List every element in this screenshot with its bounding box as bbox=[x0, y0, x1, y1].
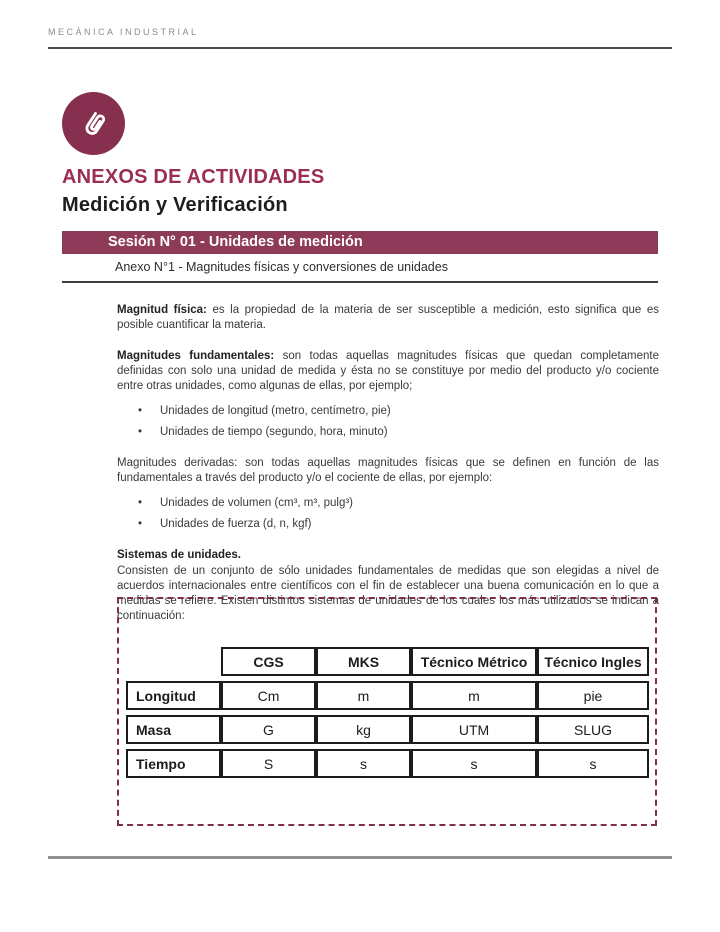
course-label: MECÁNICA INDUSTRIAL bbox=[48, 27, 199, 37]
bullet-icon: • bbox=[138, 426, 143, 438]
units-table bbox=[126, 642, 649, 783]
list-item: • Unidades de fuerza (d, n, kgf) bbox=[117, 514, 659, 535]
table-cell: UTM bbox=[411, 715, 537, 744]
table-cell: m bbox=[316, 681, 411, 710]
table-row bbox=[126, 681, 649, 710]
column-header: Técnico Ingles bbox=[537, 647, 649, 676]
list-item: • Unidades de longitud (metro, centímetro, pie) bbox=[117, 401, 659, 422]
row-label: Tiempo bbox=[126, 749, 221, 778]
table-header-row bbox=[126, 647, 649, 676]
column-header: MKS bbox=[316, 647, 411, 676]
paragraph-magnitudes-fundamentales: Magnitudes fundamentales: son todas aquellas magnitudes físicas que quedan completamente definidas con solo una unidad de medida y ésta no se constituye por medio del producto y/o cociente entre otras unidades, como algunas de ellas, por ejemplo; bbox=[117, 350, 660, 392]
row-label: Longitud bbox=[126, 681, 221, 710]
annex-heading: Anexo N°1 - Magnitudes físicas y conversiones de unidades bbox=[115, 260, 448, 274]
bullet-list-derivadas bbox=[117, 493, 659, 535]
table-cell: kg bbox=[316, 715, 411, 744]
session-banner: Sesión N° 01 - Unidades de medición bbox=[62, 231, 658, 254]
table-cell: m bbox=[411, 681, 537, 710]
list-item: • Unidades de tiempo (segundo, hora, minuto) bbox=[117, 422, 659, 443]
table-cell: G bbox=[221, 715, 316, 744]
paragraph-magnitudes-derivadas: Magnitudes derivadas: son todas aquellas magnitudes físicas que se definen en función de las fundamentales a través del producto y/o el cociente de ellas, por ejemplo: bbox=[117, 457, 659, 484]
row-label: Masa bbox=[126, 715, 221, 744]
list-item: • Unidades de volumen (cm³, m³, pulg³) bbox=[117, 493, 659, 514]
table-cell: S bbox=[221, 749, 316, 778]
term-label: Magnitudes fundamentales: bbox=[117, 350, 275, 362]
units-table-frame bbox=[117, 597, 657, 826]
bullet-icon: • bbox=[138, 405, 143, 417]
table-cell: s bbox=[537, 749, 649, 778]
table-row bbox=[126, 749, 649, 778]
corner-cell bbox=[126, 647, 221, 676]
table-cell: SLUG bbox=[537, 715, 649, 744]
bullet-icon: • bbox=[138, 497, 143, 509]
badge-circle bbox=[62, 92, 125, 155]
column-header: Técnico Métrico bbox=[411, 647, 537, 676]
section-label: Sistemas de unidades. bbox=[117, 549, 241, 561]
bullet-list-fundamentales bbox=[117, 401, 659, 443]
page-title: ANEXOS DE ACTIVIDADES bbox=[62, 166, 325, 188]
body-content bbox=[117, 303, 659, 640]
paragraph-magnitud-fisica: Magnitud física: es la propiedad de la materia de ser susceptible a medición, esto significa que es posible cuantificar la materia. bbox=[117, 304, 660, 331]
bullet-icon: • bbox=[138, 518, 143, 530]
paragraph-sistemas-unidades: Sistemas de unidades. Consisten de un conjunto de sólo unidades fundamentales de medidas que son elegidas a nivel de acuerdos internacionales entre científicos con el fin de establecer una buena comunicación en lo que a medidas se refiere. Existen distintos sistemas de unidades de los cuales los más utilizados se indican a continuación: bbox=[117, 549, 659, 622]
page-subtitle: Medición y Verificación bbox=[62, 194, 288, 216]
annex-divider bbox=[62, 281, 658, 283]
column-header: CGS bbox=[221, 647, 316, 676]
paperclip-icon bbox=[76, 106, 112, 142]
table-cell: Cm bbox=[221, 681, 316, 710]
table-cell: s bbox=[411, 749, 537, 778]
table-cell: s bbox=[316, 749, 411, 778]
bottom-divider bbox=[48, 856, 672, 859]
term-label: Magnitud física: bbox=[117, 304, 207, 316]
table-cell: pie bbox=[537, 681, 649, 710]
table-row bbox=[126, 715, 649, 744]
top-divider bbox=[48, 47, 672, 49]
